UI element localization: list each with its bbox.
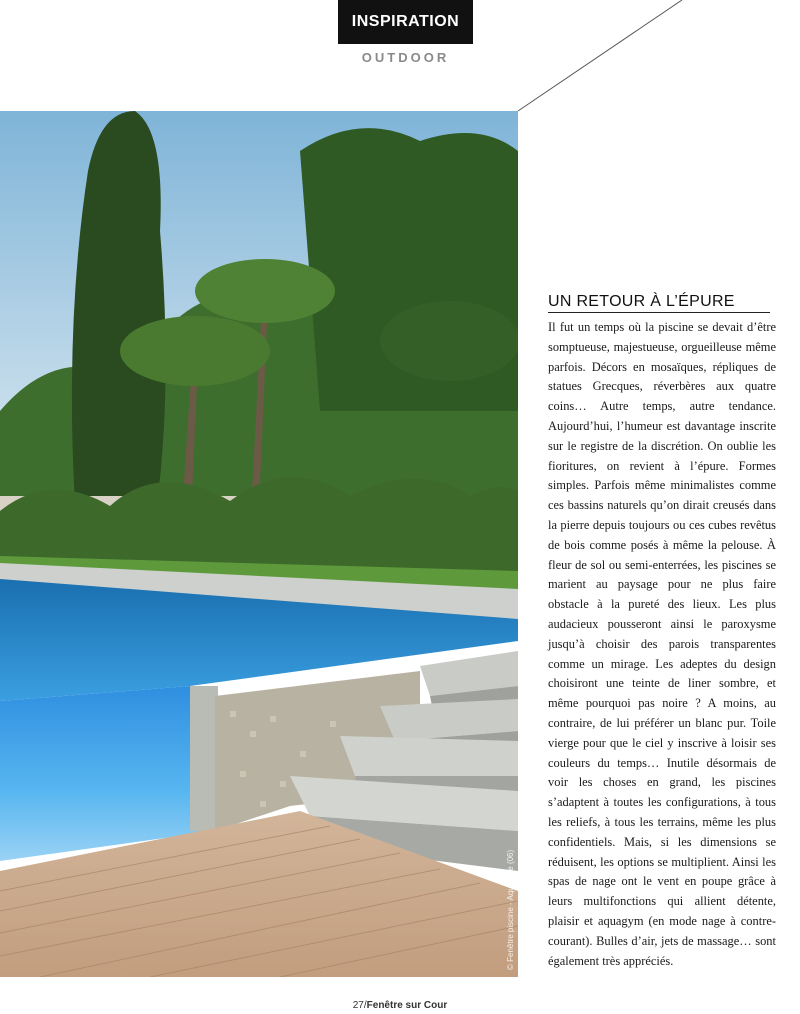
page-number: 27 [352,1000,364,1011]
section-label: OUTDOOR [361,50,450,65]
publication-name: Fenêtre sur Cour [366,1000,448,1011]
photo-credit: © Fenêtre piscine - Aquareve (06) [506,849,515,970]
pool-photo [0,111,518,977]
folio-separator: / [363,1000,367,1011]
page-footer [0,1000,800,1011]
article-body: Il fut un temps où la piscine se devait d’être somptueuse, majestueuse, orgueilleuse même parfois. Décors en mosaïques, répliques de statues Grecques, réverbères aux quatre coins… Autre temps, autre tendance. Aujourd’hui, l’humeur est davantage inscrite sur le registre de la discrétion. On oublie les fioritures, on revient à l’épure. Formes simples. Parfois même minimalistes comme ces bassins naturels qu’on dirait creusés dans la pierre depuis toujours ou ces cubes revêtus de bois comme posés à même la pelouse. À fleur de sol ou semi-enterrées, les piscines se marient au paysage pour ne plus faire obstacle à la pureté des lieux. Les plus audacieux pousseront ainsi le paroxysme jusqu’à choisir des parois transparentes comme un mirage. Les adeptes du design choisiront une teinte de liner sombre, et même pourquoi pas noire ? A moins, au contraire, de lui préférer un blanc pur. Toile vierge pour que le ciel y inscrive à loisir ses couleurs du temps… Inutile désormais de voir les choses en grand, les piscines s’adaptent à toutes les configurations, à tous les reliefs, à tous les terrains, même les plus confidentiels. Mais, si les dimensions se réduisent, les options se multiplient. Ainsi les spas de nage ont le vent en poupe grâce à leurs multifonctions qui allient détente, plaisir et aquagym (en mode nage à contre-courant). Bulles d’air, jets de massage… sont également très appréciés. [548,320,776,968]
article-title: UN RETOUR À L’ÉPURE [548,293,770,313]
category-tag: INSPIRATION [338,0,473,44]
